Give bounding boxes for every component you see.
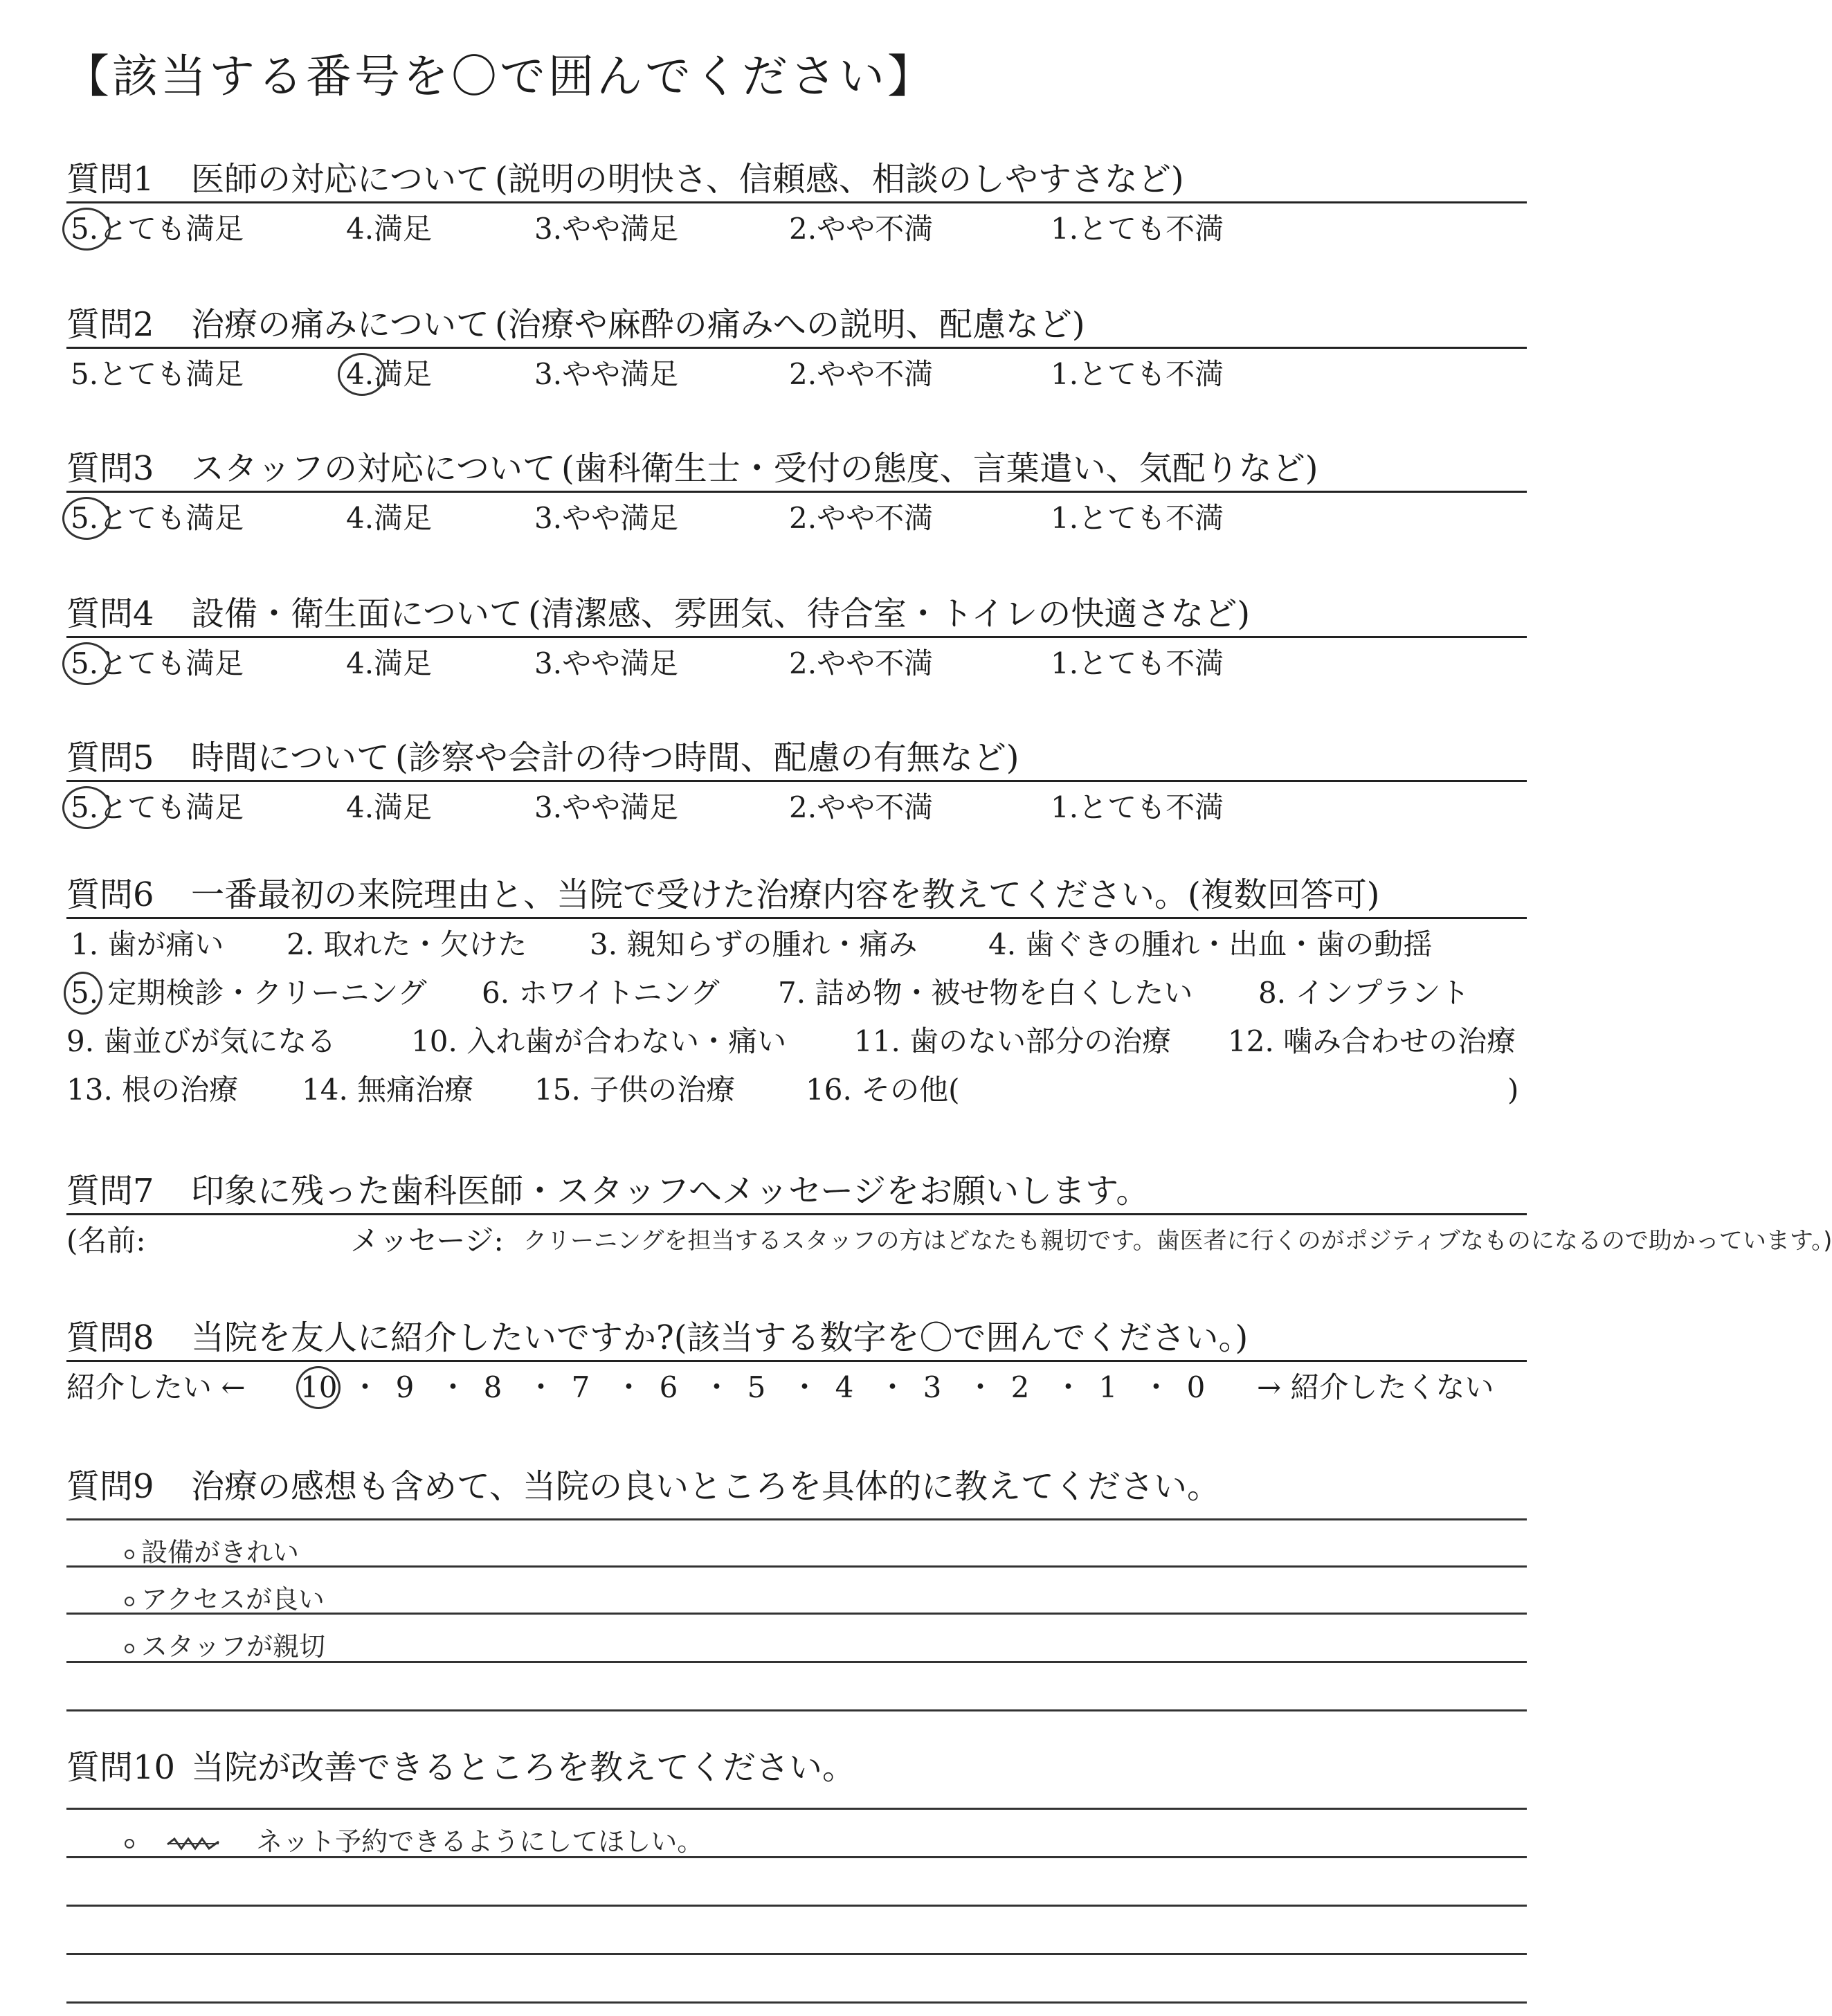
option-label: とても満足 <box>98 790 244 824</box>
recommend-scale <box>66 1370 1527 1412</box>
rating-option-4[interactable] <box>346 212 433 246</box>
reason-row <box>66 927 1527 969</box>
rating-option-3[interactable] <box>534 357 679 391</box>
question-label: 質問10 <box>66 1748 176 1787</box>
reason-label: 15. 子供の治療 <box>534 1073 736 1107</box>
scale-separator: ・ <box>526 1370 556 1404</box>
option-number: 4. <box>346 646 374 680</box>
reason-option-5[interactable] <box>71 976 427 1010</box>
question-10-header <box>66 1737 1527 1790</box>
bullet-icon <box>125 1839 134 1849</box>
option-label: やや満足 <box>562 646 679 680</box>
question-label: 質問4 <box>66 594 154 633</box>
option-number: 4. <box>346 790 374 824</box>
strikethrough-scribble-icon <box>166 1835 220 1853</box>
option-label: とても不満 <box>1078 357 1224 391</box>
reason-label: 6. ホワイトニング <box>482 976 720 1010</box>
rating-option-1[interactable] <box>1051 790 1224 824</box>
question-1-header <box>66 151 1527 203</box>
answer-line <box>66 1709 1527 1711</box>
question-subtext: (説明の明快さ、信頼感、相談のしやすさなど) <box>495 160 1184 199</box>
reason-label: 2. 取れた・欠けた <box>287 927 527 961</box>
option-label: とても不満 <box>1078 790 1224 824</box>
option-number: 3. <box>534 501 563 535</box>
reason-option-10[interactable] <box>411 1024 787 1058</box>
option-number: 5. <box>71 793 98 822</box>
option-label: 満足 <box>374 357 433 391</box>
option-number: 1. <box>1051 646 1079 680</box>
rating-option-5[interactable] <box>71 212 244 246</box>
option-number: 5. <box>71 357 99 391</box>
option-number: 2. <box>789 357 817 391</box>
question-6-header <box>66 866 1527 919</box>
option-number: 2. <box>789 646 817 680</box>
question-label: 質問2 <box>66 305 154 344</box>
option-label: やや不満 <box>817 357 934 391</box>
rating-option-5[interactable] <box>71 646 244 680</box>
rating-option-3[interactable] <box>534 646 679 680</box>
reason-label: 13. 根の治療 <box>66 1073 239 1107</box>
other-close-paren: ) <box>1507 1073 1519 1107</box>
option-label: 満足 <box>374 212 433 246</box>
option-number: 1. <box>1051 790 1079 824</box>
name-label: (名前: <box>66 1224 146 1257</box>
question-3-header <box>66 440 1527 493</box>
question-text: 設備・衛生面について <box>191 594 523 633</box>
option-label: とても満足 <box>98 501 244 535</box>
option-number: 3. <box>534 212 563 246</box>
reason-label: 8. インプラント <box>1258 976 1470 1010</box>
reason-label: 16. その他( <box>806 1073 960 1107</box>
option-label: やや満足 <box>562 212 679 246</box>
question-text: 当院を友人に紹介したいですか?(該当する数字を〇で囲んでください。) <box>191 1318 1249 1357</box>
scale-separator: ・ <box>438 1370 468 1404</box>
answer-line <box>66 1518 1527 1520</box>
good-point-2[interactable]: アクセスが良い <box>125 1578 325 1616</box>
scale-value-2[interactable]: 2 <box>1010 1370 1030 1404</box>
reason-option-6[interactable] <box>482 976 720 1010</box>
selected-circle-mark <box>296 1366 341 1409</box>
rating-options <box>66 501 1527 543</box>
option-label: 満足 <box>374 790 433 824</box>
bullet-icon <box>125 1644 134 1653</box>
question-label: 質問1 <box>66 160 154 199</box>
scale-separator: ・ <box>1141 1370 1171 1404</box>
rating-option-3[interactable] <box>534 501 679 535</box>
question-7-header <box>66 1163 1527 1215</box>
option-label: とても満足 <box>98 646 244 680</box>
scale-separator: ・ <box>614 1370 644 1404</box>
answer-line <box>66 1808 1527 1810</box>
option-number: 3. <box>534 790 563 824</box>
message-label: メッセージ: <box>350 1224 504 1257</box>
option-number: 3. <box>534 357 563 391</box>
option-label: やや不満 <box>817 790 934 824</box>
scale-value-5[interactable]: 5 <box>747 1370 766 1404</box>
reason-option-14[interactable] <box>302 1075 473 1105</box>
question-4-header <box>66 585 1527 638</box>
question-label: 質問3 <box>66 449 154 488</box>
option-number: 5. <box>71 215 98 244</box>
rating-option-1[interactable] <box>1051 501 1224 535</box>
option-number: 4. <box>346 501 374 535</box>
question-label: 質問8 <box>66 1318 154 1357</box>
reason-label: 11. 歯のない部分の治療 <box>854 1024 1172 1058</box>
rating-option-2[interactable] <box>789 646 934 680</box>
reason-option-7[interactable] <box>778 976 1193 1010</box>
option-label: とても満足 <box>98 357 244 391</box>
rating-option-3[interactable] <box>534 212 679 246</box>
option-number: 5. <box>71 504 98 533</box>
rating-option-2[interactable] <box>789 501 934 535</box>
selected-circle-mark <box>62 208 111 251</box>
reason-label: 7. 詰め物・被せ物を白くしたい <box>778 976 1193 1010</box>
option-label: とても不満 <box>1078 501 1224 535</box>
question-label: 質問9 <box>66 1467 154 1506</box>
option-number: 4. <box>346 360 374 389</box>
option-label: とても満足 <box>98 212 244 246</box>
option-label: やや不満 <box>817 501 934 535</box>
scale-value-4[interactable]: 4 <box>835 1370 854 1404</box>
message-line <box>66 1224 1832 1265</box>
question-subtext: (治療や麻酔の痛みへの説明、配慮など) <box>495 305 1085 344</box>
rating-option-2[interactable] <box>789 212 934 246</box>
reason-option-13[interactable] <box>66 1075 238 1105</box>
option-number: 1. <box>1051 212 1079 246</box>
option-number: 4. <box>346 212 374 246</box>
reason-option-11[interactable] <box>854 1024 1172 1058</box>
question-text: 時間について <box>191 738 390 777</box>
option-label: やや満足 <box>562 501 679 535</box>
selected-circle-mark <box>338 353 386 396</box>
selected-circle-mark <box>64 972 102 1015</box>
rating-option-3[interactable] <box>534 790 679 824</box>
rating-option-5[interactable] <box>71 790 244 824</box>
scale-value-6[interactable]: 6 <box>659 1370 678 1404</box>
scale-value-8[interactable]: 8 <box>483 1370 502 1404</box>
rating-option-5[interactable] <box>71 501 244 535</box>
reason-label: 3. 親知らずの腫れ・痛み <box>590 927 918 961</box>
improvement-1[interactable]: ネット予約できるようにしてほしい。 <box>125 1820 703 1858</box>
scale-separator: ・ <box>702 1370 732 1404</box>
reason-option-12[interactable] <box>1228 1024 1516 1058</box>
reason-label: 1. 歯が痛い <box>71 927 224 961</box>
reason-label: 12. 噛み合わせの治療 <box>1228 1024 1516 1058</box>
reason-label: 9. 歯並びが気になる <box>66 1024 336 1058</box>
rating-options <box>66 212 1527 253</box>
reason-option-16[interactable] <box>806 1075 960 1105</box>
reason-option-2[interactable] <box>287 927 527 961</box>
scale-separator: ・ <box>878 1370 907 1404</box>
good-point-1[interactable]: 設備がきれい <box>125 1531 299 1569</box>
question-text: 治療の感想も含めて、当院の良いところを具体的に教えてください。 <box>191 1467 1221 1506</box>
rating-option-2[interactable] <box>789 357 934 391</box>
message-value[interactable]: クリーニングを担当するスタッフの方はどなたも親切です。歯医者に行くのがポジティブなものになるので助かっています。) <box>523 1227 1832 1255</box>
reason-label: 10. 入れ歯が合わない・痛い <box>411 1024 787 1058</box>
option-label: 満足 <box>374 501 433 535</box>
option-label: やや不満 <box>817 646 934 680</box>
question-subtext: (診察や会計の待つ時間、配慮の有無など) <box>395 738 1019 777</box>
question-2-header <box>66 296 1527 349</box>
option-label: やや満足 <box>562 357 679 391</box>
question-subtext: (歯科衛生士・受付の態度、言葉遣い、気配りなど) <box>561 449 1318 488</box>
option-label: やや不満 <box>817 212 934 246</box>
scale-right-label: → 紹介したくない <box>1257 1370 1494 1404</box>
question-8-header <box>66 1309 1527 1362</box>
question-label: 質問6 <box>66 875 154 914</box>
option-label: とても不満 <box>1078 646 1224 680</box>
question-subtext: (清潔感、雰囲気、待合室・トイレの快適さなど) <box>528 594 1251 633</box>
rating-option-4[interactable] <box>346 357 433 391</box>
question-9-header <box>66 1456 1527 1509</box>
rating-option-1[interactable] <box>1051 212 1224 246</box>
scale-value-0[interactable]: 0 <box>1186 1370 1206 1404</box>
question-text: 医師の対応について <box>191 160 490 199</box>
question-text: 一番最初の来院理由と、当院で受けた治療内容を教えてください。(複数回答可) <box>191 875 1380 914</box>
rating-option-4[interactable] <box>346 646 433 680</box>
scale-value-1[interactable]: 1 <box>1098 1370 1118 1404</box>
reason-option-1[interactable] <box>71 927 224 961</box>
question-text: 当院が改善できるところを教えてください。 <box>191 1748 856 1787</box>
option-number: 5. <box>71 649 98 678</box>
option-number: 2. <box>789 501 817 535</box>
rating-option-1[interactable] <box>1051 357 1224 391</box>
scale-separator: ・ <box>790 1370 819 1404</box>
rating-option-4[interactable] <box>346 790 433 824</box>
scale-value-10[interactable]: 10 <box>300 1373 334 1402</box>
scale-value-9[interactable]: 9 <box>395 1370 415 1404</box>
reason-label: 5. 定期検診・クリーニング <box>71 979 427 1008</box>
question-label: 質問7 <box>66 1172 154 1210</box>
bullet-icon <box>125 1550 134 1559</box>
question-text: 治療の痛みについて <box>191 305 490 344</box>
bullet-icon <box>125 1597 134 1606</box>
rating-option-1[interactable] <box>1051 646 1224 680</box>
selected-circle-mark <box>62 786 111 829</box>
reason-label: 4. 歯ぐきの腫れ・出血・歯の動揺 <box>988 927 1433 961</box>
answer-line <box>66 1905 1527 1907</box>
question-label: 質問5 <box>66 738 154 777</box>
rating-option-4[interactable] <box>346 501 433 535</box>
rating-option-2[interactable] <box>789 790 934 824</box>
question-5-header <box>66 729 1527 782</box>
reason-option-8[interactable] <box>1258 976 1470 1010</box>
scale-separator: ・ <box>350 1370 380 1404</box>
option-label: 満足 <box>374 646 433 680</box>
reason-row <box>66 1024 1527 1066</box>
option-number: 2. <box>789 790 817 824</box>
selected-circle-mark <box>62 497 111 540</box>
rating-options <box>66 646 1527 688</box>
good-point-3[interactable]: スタッフが親切 <box>125 1625 325 1663</box>
option-number: 3. <box>534 646 563 680</box>
scale-value-3[interactable]: 3 <box>923 1370 942 1404</box>
scale-value-7[interactable]: 7 <box>571 1370 590 1404</box>
question-text: スタッフの対応について <box>191 449 556 488</box>
reason-row <box>66 1075 1527 1114</box>
answer-line <box>66 1953 1527 1955</box>
option-number: 2. <box>789 212 817 246</box>
page-title: 【該当する番号を〇で囲んでください】 <box>64 50 936 103</box>
selected-circle-mark <box>62 642 111 685</box>
reason-row <box>66 976 1527 1017</box>
reason-option-9[interactable] <box>66 1024 336 1058</box>
option-label: やや満足 <box>562 790 679 824</box>
rating-options <box>66 357 1527 399</box>
scale-separator: ・ <box>965 1370 995 1404</box>
option-label: とても不満 <box>1078 212 1224 246</box>
rating-options <box>66 790 1527 832</box>
option-number: 1. <box>1051 357 1079 391</box>
scale-left-label: 紹介したい ← <box>66 1370 246 1404</box>
reason-option-4[interactable] <box>988 927 1433 961</box>
reason-option-15[interactable] <box>534 1075 735 1105</box>
reason-label: 14. 無痛治療 <box>302 1073 474 1107</box>
question-text: 印象に残った歯科医師・スタッフへメッセージをお願いします。 <box>191 1172 1150 1210</box>
option-number: 1. <box>1051 501 1079 535</box>
rating-option-5[interactable] <box>71 357 244 391</box>
scale-separator: ・ <box>1053 1370 1083 1404</box>
answer-line <box>66 2001 1527 2004</box>
reason-option-3[interactable] <box>590 927 918 961</box>
